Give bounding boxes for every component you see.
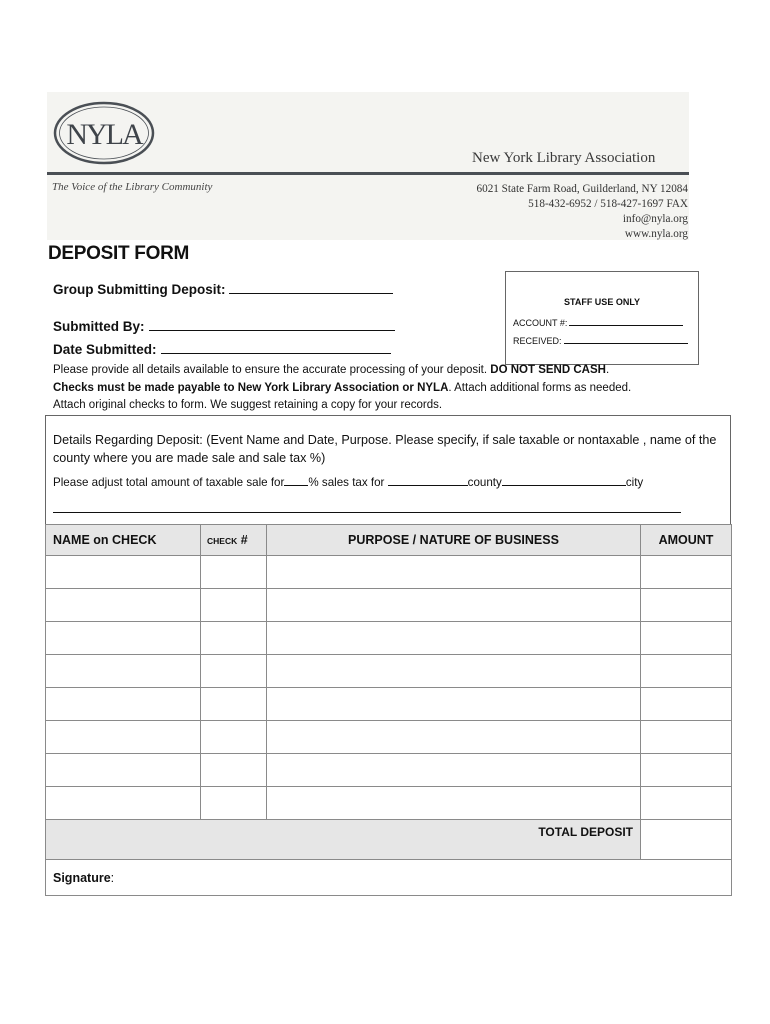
purpose-cell[interactable] xyxy=(267,655,641,688)
no-cash-warning: DO NOT SEND CASH xyxy=(490,364,606,376)
account-input-line[interactable] xyxy=(569,316,683,326)
deposit-table xyxy=(45,524,732,896)
col-amount: AMOUNT xyxy=(641,525,732,556)
signature-colon: : xyxy=(110,870,115,885)
city-label: city xyxy=(625,476,644,489)
tax-adjust-text: % sales tax for xyxy=(308,476,385,489)
submitted-by-row xyxy=(53,317,395,334)
received-row xyxy=(513,334,688,346)
purpose-cell[interactable] xyxy=(267,721,641,754)
address-block xyxy=(477,182,689,242)
tagline: The Voice of the Library Community xyxy=(52,181,213,193)
staff-use-title: STAFF USE ONLY xyxy=(563,297,640,307)
table-row xyxy=(46,688,732,721)
date-submitted-label: Date Submitted: xyxy=(53,342,157,357)
table-row xyxy=(46,754,732,787)
website-line: www.nyla.org xyxy=(624,228,688,240)
purpose-cell[interactable] xyxy=(267,688,641,721)
name-cell[interactable] xyxy=(46,754,201,787)
total-row xyxy=(46,820,732,860)
amount-cell[interactable] xyxy=(641,655,732,688)
purpose-cell[interactable] xyxy=(267,622,641,655)
total-deposit-label: TOTAL DEPOSIT xyxy=(46,820,641,860)
amount-cell[interactable] xyxy=(641,556,732,589)
table-row xyxy=(46,787,732,820)
signature-label: Signature xyxy=(53,870,111,885)
date-submitted-row xyxy=(53,340,391,357)
city-input-line[interactable] xyxy=(502,474,626,486)
received-input-line[interactable] xyxy=(564,334,688,344)
check-cell[interactable] xyxy=(201,556,267,589)
group-label: Group Submitting Deposit: xyxy=(53,282,226,297)
total-amount-cell[interactable] xyxy=(641,820,732,860)
group-input-line[interactable] xyxy=(229,280,393,294)
check-cell[interactable] xyxy=(201,589,267,622)
received-label: RECEIVED: xyxy=(513,336,562,346)
check-cell[interactable] xyxy=(201,688,267,721)
email-line: info@nyla.org xyxy=(622,213,688,225)
amount-cell[interactable] xyxy=(641,622,732,655)
purpose-cell[interactable] xyxy=(267,589,641,622)
name-cell[interactable] xyxy=(46,787,201,820)
account-row xyxy=(513,316,683,328)
check-cell[interactable] xyxy=(201,787,267,820)
col-name-on-check: NAME on CHECK xyxy=(46,525,201,556)
county-label: county xyxy=(467,476,502,489)
signature-cell[interactable] xyxy=(46,860,732,896)
table-row xyxy=(46,589,732,622)
amount-cell[interactable] xyxy=(641,721,732,754)
signature-row xyxy=(46,860,732,896)
staff-use-box xyxy=(505,271,699,365)
submitted-by-label: Submitted By: xyxy=(53,319,145,334)
organization-name: New York Library Association xyxy=(472,150,656,166)
group-field-row xyxy=(53,280,393,297)
name-cell[interactable] xyxy=(46,556,201,589)
name-cell[interactable] xyxy=(46,622,201,655)
amount-cell[interactable] xyxy=(641,787,732,820)
instruction-line-3: Attach original checks to form. We suggest retaining a copy for your records. xyxy=(53,399,443,411)
check-hash-label: # xyxy=(237,533,248,547)
phone-line: 518-432-6952 / 518-427-1697 FAX xyxy=(528,198,688,210)
name-cell[interactable] xyxy=(46,655,201,688)
check-cell[interactable] xyxy=(201,655,267,688)
instruction-text: . Attach additional forms as needed. xyxy=(448,382,632,394)
purpose-cell[interactable] xyxy=(267,556,641,589)
table-header-row xyxy=(46,525,732,556)
check-cell[interactable] xyxy=(201,754,267,787)
check-cell[interactable] xyxy=(201,721,267,754)
tax-adjust-line xyxy=(53,474,643,489)
submitted-by-input-line[interactable] xyxy=(149,317,395,331)
amount-cell[interactable] xyxy=(641,589,732,622)
table-row xyxy=(46,721,732,754)
instruction-line-2 xyxy=(53,382,631,394)
date-submitted-input-line[interactable] xyxy=(161,340,391,354)
details-box xyxy=(45,415,731,526)
form-title: DEPOSIT FORM xyxy=(48,243,190,264)
details-text: Details Regarding Deposit: (Event Name and Date, Purpose. Please specify, if sale taxable or nontaxable , name of the county where you are made sale and sale tax %) xyxy=(53,433,717,465)
purpose-cell[interactable] xyxy=(267,787,641,820)
payable-notice: Checks must be made payable to New York Library Association or NYLA xyxy=(53,382,449,394)
table-row xyxy=(46,655,732,688)
table-row xyxy=(46,622,732,655)
table-row xyxy=(46,556,732,589)
account-label: ACCOUNT #: xyxy=(513,318,568,328)
amount-cell[interactable] xyxy=(641,754,732,787)
instruction-line-1 xyxy=(53,364,609,376)
check-cell[interactable] xyxy=(201,622,267,655)
header-divider xyxy=(47,172,689,175)
purpose-cell[interactable] xyxy=(267,754,641,787)
details-input-line[interactable] xyxy=(53,512,681,513)
county-input-line[interactable] xyxy=(388,474,468,486)
name-cell[interactable] xyxy=(46,688,201,721)
check-header-label: CHECK xyxy=(207,536,238,546)
instruction-text: Please provide all details available to ensure the accurate processing of your deposit. xyxy=(53,364,488,376)
name-cell[interactable] xyxy=(46,589,201,622)
logo-text: NYLA xyxy=(66,118,142,151)
nyla-logo xyxy=(52,100,156,166)
col-purpose: PURPOSE / NATURE OF BUSINESS xyxy=(267,525,641,556)
col-check-number xyxy=(201,525,267,556)
name-cell[interactable] xyxy=(46,721,201,754)
tax-adjust-text: Please adjust total amount of taxable sale for xyxy=(53,476,285,489)
instruction-period: . xyxy=(605,364,610,376)
tax-percent-input-line[interactable] xyxy=(284,474,308,486)
address-line: 6021 State Farm Road, Guilderland, NY 12084 xyxy=(476,183,688,195)
amount-cell[interactable] xyxy=(641,688,732,721)
